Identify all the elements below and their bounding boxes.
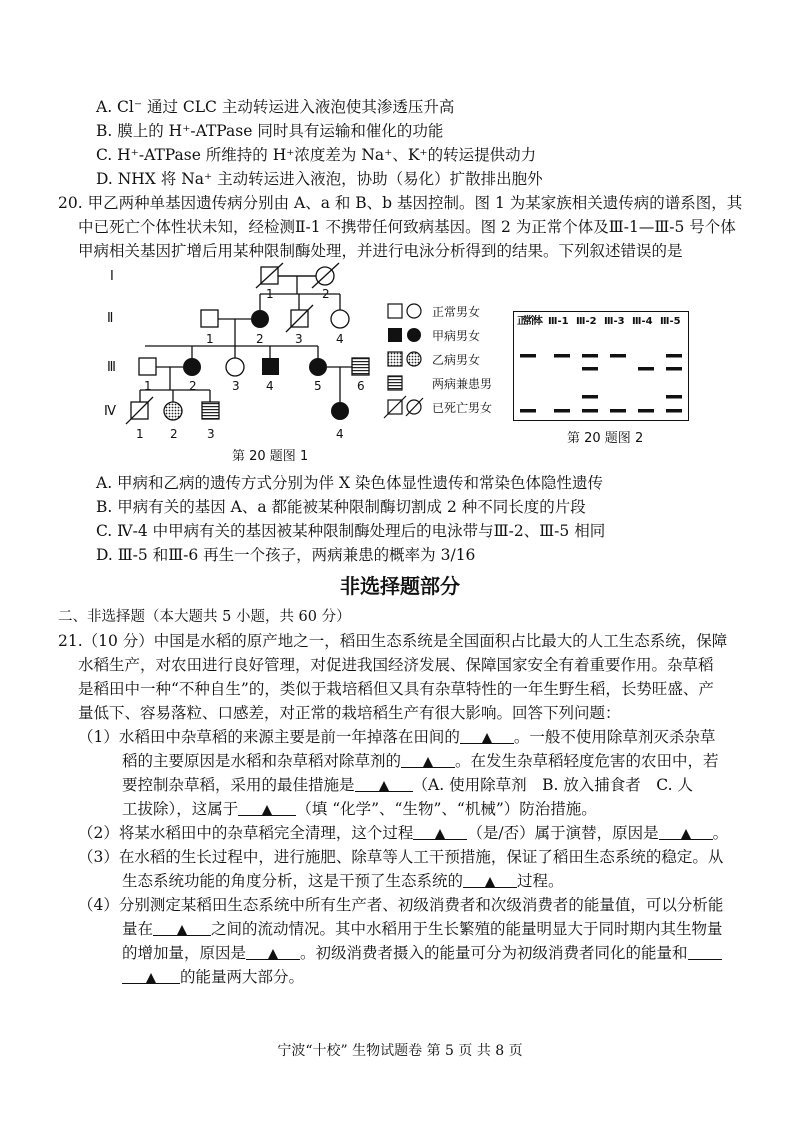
II-1-normal-male [201,310,218,327]
q20-option-a: A. 甲病和乙病的遗传方式分别为伴 X 染色体显性遗传和常染色体隐性遗传 [96,474,603,492]
svg-text:4: 4 [336,332,344,346]
q21-intro-line-2: 水稻生产，对农田进行良好管理，对促进我国经济发展、保障国家安全有着重要作用。杂草稻 [78,656,714,674]
q21-p4-text-b: 量在 [122,920,154,938]
q21-part4-line-3 [122,942,722,964]
q21-p3-text-c: 过程。 [517,872,564,890]
q21-part2-line [78,822,728,844]
q21-part1-line-4 [122,798,597,820]
svg-text:2: 2 [322,287,330,301]
q20-option-d: D. Ⅲ-5 和Ⅲ-6 再生一个孩子，两病兼患的概率为 3/16 [96,546,476,564]
q21-p4-text-e: 。初级消费者摄入的能量可分为初级消费者同化的能量和 [300,944,688,962]
q21-p2-text-a: （2）将某水稻田中的杂草稻完全清理，这个过程 [78,824,414,842]
q20-stem-line-3: 甲病相关基因扩增后用某种限制酶处理，并进行电泳分析得到的结果。下列叙述错误的是 [78,242,683,260]
q20-stem-line-2: 中已死亡个体性状未知，经检测Ⅱ-1 不携带任何致病基因。图 2 为正常个体及Ⅲ-1—Ⅲ-5 号个体 [78,218,736,236]
gel-header-III-2: Ⅲ-2 [576,316,597,327]
answer-blank-7[interactable] [463,872,517,888]
answer-blank-10-end[interactable] [122,968,180,984]
q21-p2-text-b: （是/否）属于演替，原因是 [467,824,659,842]
q21-p1-text-f: （A. 使用除草剂 B. 放入捕食者 C. 人 [412,776,693,794]
svg-text:6: 6 [357,379,365,393]
answer-blank-8[interactable] [153,920,211,936]
page-footer: 宁波“十校” 生物试题卷 第 5 页 共 8 页 [277,1043,523,1059]
q21-p4-text-c: 之间的流动情况。其中水稻用于生长繁殖的能量明显大于同时期内其生物量 [211,920,723,938]
answer-blank-6[interactable] [659,824,713,840]
generation-label-II: Ⅱ [107,311,114,326]
generation-label-I: Ⅰ [110,269,114,284]
q21-part1-line-2 [122,750,719,772]
legend-disease-b: 乙病男女 [432,353,481,367]
svg-text:2: 2 [256,332,264,346]
generation-label-III: Ⅲ [107,360,116,375]
q21-p3-text-b: 生态系统功能的角度分析，这是干预了生态系统的 [122,872,464,890]
svg-text:3: 3 [207,427,215,441]
III-5-affected-female [309,358,327,376]
q21-intro-line-1: 21.（10 分）中国是水稻的原产地之一，稻田生态系统是全国面积占比最大的人工生态系统，保障 [58,632,728,650]
answer-blank-9[interactable] [246,944,300,960]
gel-header-normal: 正常个体 [517,316,543,327]
q21-intro-line-4: 量低下、容易落粒、口感差，对正常的栽培稻生产有很大影响。回答下列问题： [78,704,621,722]
answer-blank-3[interactable] [355,776,413,792]
gel-header-III-5: Ⅲ-5 [660,316,681,327]
svg-text:3: 3 [295,332,303,346]
fig2-caption: 第 20 题图 2 [567,431,644,446]
q19-option-c: C. H⁺-ATPase 所维持的 H⁺浓度差为 Na⁺、K⁺的转运提供动力 [96,146,537,164]
svg-text:5: 5 [314,379,322,393]
fig1-caption: 第 20 题图 1 [232,449,309,464]
q21-p1-text-e: 要控制杂草稻，采用的最佳措施是 [122,776,355,794]
q19-option-b: B. 膜上的 H⁺-ATPase 同时具有运输和催化的功能 [96,122,444,140]
q20-option-b: B. 甲病有关的基因 A、a 都能被某种限制酶切割成 2 种不同长度的片段 [96,498,586,516]
svg-text:2: 2 [170,427,178,441]
q21-p1-text-a: （1）水稻田中杂草稻的来源主要是前一年掉落在田间的 [78,728,460,746]
q21-p4-text-d: 的增加量，原因是 [122,944,247,962]
gel-header-III-3: Ⅲ-3 [604,316,625,327]
q21-part4-line-1: （4）分别测定某稻田生态系统中所有生产者、初级消费者和次级消费者的能量值，可以分析能 [78,896,724,914]
q19-option-a: A. Cl⁻ 通过 CLC 主动转运进入液泡使其渗透压升高 [96,98,455,116]
III-4-affected-male [262,358,279,375]
svg-text:1: 1 [206,332,214,346]
q21-p1-text-h: （填 “化学”、“生物”、“机械”）防治措施。 [296,800,597,818]
III-2-affected-female [183,358,201,376]
q21-part3-line-2 [122,870,564,892]
q21-p2-text-c: 。 [712,824,729,842]
q21-p1-text-g: 工拔除），这属于 [122,800,239,818]
svg-text:1: 1 [136,427,144,441]
q21-part4-line-2 [122,918,723,940]
svg-text:2: 2 [189,379,197,393]
gel-figure [513,311,689,421]
legend-normal: 正常男女 [432,305,481,319]
legend-deceased: 已死亡男女 [432,401,493,415]
II-4-normal-female [331,310,349,328]
IV-3-both-diseases-male [202,402,219,419]
part2-heading: 二、非选择题（本大题共 5 小题，共 60 分） [58,609,351,625]
III-6-both-diseases-male [352,358,369,375]
IV-4-affected-female [331,402,349,420]
q21-p4-text-f: 的能量两大部分。 [180,968,305,986]
III-3-normal-female [226,358,244,376]
IV-2-disease-b-female [164,402,182,420]
q21-intro-line-3: 是稻田中一种“不种自生”的，类似于栽培稻但又具有杂草特性的一年生野生稻，长势旺盛、产 [78,680,714,698]
generation-label-IV: Ⅳ [104,404,116,419]
svg-text:1: 1 [144,379,152,393]
q20-option-c: C. Ⅳ-4 中甲病有关的基因被某种限制酶处理后的电泳带与Ⅲ-2、Ⅲ-5 相同 [96,522,606,540]
legend-disease-a: 甲病男女 [432,329,481,343]
answer-blank-1[interactable] [460,728,514,744]
section-title: 非选择题部分 [340,574,460,598]
legend-both: 两病兼患男 [432,377,493,391]
svg-text:4: 4 [266,379,274,393]
pedigree-legend [384,304,492,418]
answer-blank-4[interactable] [238,800,296,816]
q21-part4-line-4 [122,966,304,988]
svg-text:3: 3 [232,379,240,393]
gel-header-III-1: Ⅲ-1 [548,316,569,327]
III-1-normal-male [139,358,156,375]
answer-blank-2[interactable] [401,752,455,768]
II-2-affected-female [251,310,269,328]
gel-bands [520,354,682,413]
pedigree-figure [90,262,510,472]
q20-stem-line-1: 20. 甲乙两种单基因遗传病分别由 A、a 和 B、b 基因控制。图 1 为某家族相关遗传病的谱系图，其 [58,194,743,212]
q21-part1-line-1 [78,726,715,748]
q21-p1-text-b: 。一般不使用除草剂灭杀杂草 [513,728,716,746]
svg-text:4: 4 [336,427,344,441]
svg-text:1: 1 [266,287,274,301]
q21-p1-text-c: 稻的主要原因是水稻和杂草稻对除草剂的 [122,752,402,770]
q21-part1-line-3 [122,774,693,796]
q21-p1-text-d: 。在发生杂草稻轻度危害的农田中，若 [455,752,719,770]
answer-blank-5[interactable] [413,824,467,840]
gel-header-III-4: Ⅲ-4 [632,316,653,327]
q21-part3-line-1: （3）在水稻的生长过程中，进行施肥、除草等人工干预措施，保证了稻田生态系统的稳定。从 [78,848,724,866]
answer-blank-10-start[interactable] [688,944,722,960]
q19-option-d: D. NHX 将 Na⁺ 主动转运进入液泡，协助（易化）扩散排出胞外 [96,170,543,188]
